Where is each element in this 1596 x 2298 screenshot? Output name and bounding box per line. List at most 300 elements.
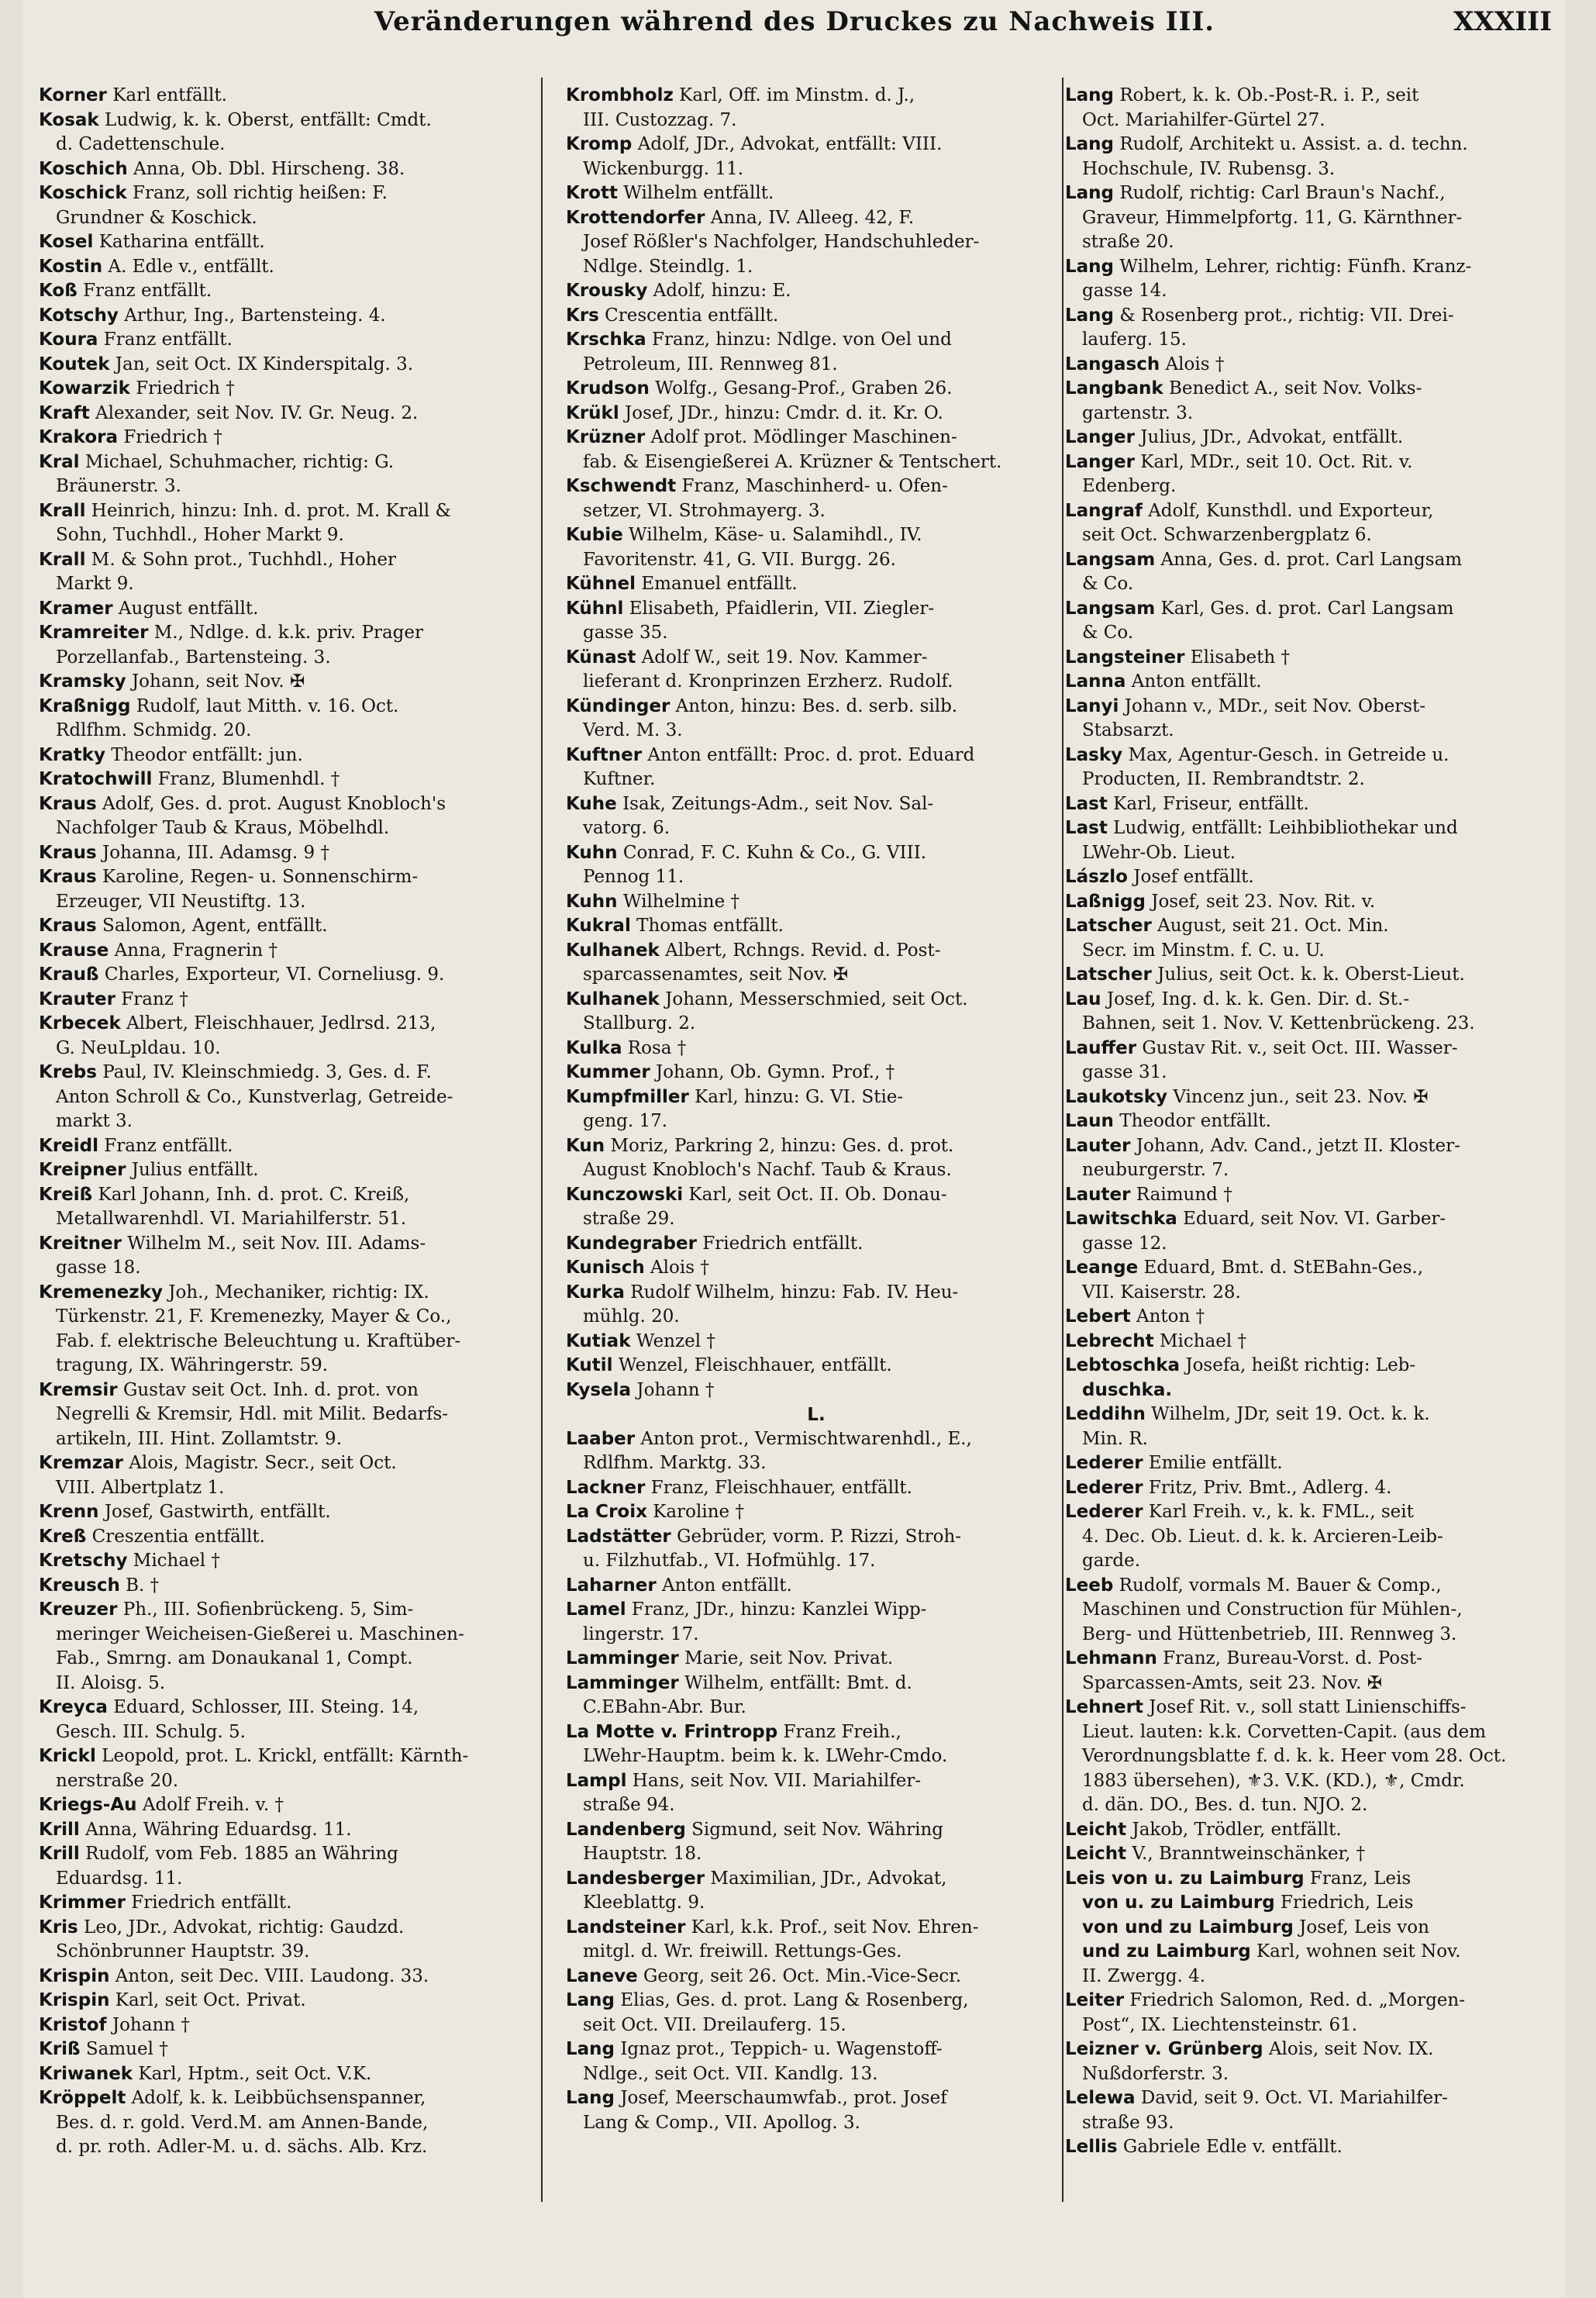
entry-text: seit Oct. VII. Dreilauferg. 15. [583,2014,846,2035]
entry-surname: Kröppelt [39,2088,126,2108]
entry-text: u. Filzhutfab., VI. Hofmühlg. 17. [583,1551,876,1571]
entry-surname: Leange [1065,1258,1139,1278]
entry-text: Thomas entfällt. [630,916,784,936]
directory-entry [1065,695,1550,719]
entry-surname: Koutek [39,354,110,374]
entry-text: straße 93. [1082,2112,1174,2133]
entry-text: Heinrich, hinzu: Inh. d. prot. M. Krall & [85,500,451,521]
entry-text: mitgl. d. Wr. freiwill. Rettungs-Ges. [583,1941,902,1962]
entry-surname: Lauter [1065,1135,1131,1156]
entry-surname: duschka. [1082,1379,1173,1400]
directory-entry [566,426,1067,450]
entry-continuation [1065,1598,1550,1623]
entry-continuation [566,1623,1067,1648]
entry-text: Bräunerstr. 3. [56,476,181,496]
directory-entry [566,474,1067,499]
entry-text: Porzellanfab., Bartensteing. 3. [56,647,331,668]
entry-text: Vincenz jun., seit 23. Nov. ✠ [1167,1086,1429,1107]
entry-continuation [566,157,1067,182]
entry-surname: Kromp [566,134,633,154]
entry-surname: Langraf [1065,500,1143,521]
entry-continuation [39,816,547,841]
entry-text: Karl entfällt. [106,85,227,105]
directory-entry [39,450,547,475]
entry-surname: Lederer [1065,1477,1143,1498]
entry-surname: Lauffer [1065,1037,1137,1058]
entry-text: Katharina entfällt. [93,232,265,252]
entry-surname: Laukotsky [1065,1086,1168,1107]
entry-continuation [1065,1232,1550,1257]
entry-text: d. pr. roth. Adler-M. u. d. sächs. Alb. Krz. [56,2137,428,2157]
entry-surname: Krschka [566,330,646,350]
entry-text: Anton prot., Vermischtwarenhdl., E., [635,1428,972,1449]
entry-surname: Krüzner [566,427,646,447]
entry-continuation [1065,474,1550,499]
entry-surname: Leicht [1065,1819,1127,1840]
entry-text: Wilhelm entfällt. [617,183,774,203]
directory-entry [1065,1305,1550,1330]
entry-continuation [39,1769,547,1794]
entry-continuation [566,1305,1067,1330]
entry-text: Fab. f. elektrische Beleuchtung u. Kraftüber- [56,1330,461,1351]
entry-text: Wilhelm, JDr, seit 19. Oct. k. k. [1145,1404,1430,1424]
entry-continuation [1065,2111,1550,2136]
entry-surname: Krauter [39,989,115,1009]
entry-text: Karl Johann, Inh. d. prot. C. Kreiß, [92,1184,410,1205]
entry-text: nerstraße 20. [56,1770,179,1791]
directory-entry [39,841,547,866]
entry-text: Rudolf Wilhelm, hinzu: Fab. IV. Heu- [624,1282,959,1303]
directory-entry [1065,1207,1550,1232]
directory-entry [566,1330,1067,1354]
entry-surname: L. [807,1405,826,1425]
directory-entry [39,230,547,255]
entry-continuation [39,474,547,499]
entry-text: Adolf W., seit 19. Nov. Kammer- [636,647,928,668]
entry-text: Eduard, Schlosser, III. Steing. 14, [107,1697,419,1717]
entry-text: Rudolf, vom Feb. 1885 an Währing [79,1844,398,1864]
entry-surname: Langer [1065,451,1135,472]
directory-entry [39,792,547,817]
entry-surname: Laneve [566,1965,638,1986]
entry-continuation [1065,1672,1550,1696]
entry-surname: Laaber [566,1428,636,1449]
entry-continuation [39,1085,547,1110]
entry-text: Nachfolger Taub & Kraus, Möbelhdl. [56,818,390,838]
entry-surname: Krottendorfer [566,207,705,228]
entry-text: Emanuel entfällt. [636,574,798,594]
entry-text: Conrad, F. C. Kuhn & Co., G. VIII. [617,842,927,863]
entry-text: A. Edle v., entfällt. [102,256,274,277]
entry-text: Anna, Fragnerin † [109,940,278,961]
entry-continuation [566,963,1067,988]
entry-continuation [1065,1281,1550,1306]
directory-entry [1065,744,1550,768]
entry-text: VII. Kaiserstr. 28. [1082,1282,1241,1303]
entry-text: Creszentia entfällt. [86,1526,265,1547]
entry-surname: Koß [39,281,78,301]
entry-text: Anton entfällt. [1125,671,1262,692]
directory-entry [566,1672,1067,1696]
directory-entry [39,2062,547,2087]
entry-surname: Lederer [1065,1453,1143,1473]
entry-continuation [566,1109,1067,1134]
entry-text: Wenzel, Fleischhauer, entfällt. [612,1355,892,1375]
entry-text: geng. 17. [583,1111,668,1131]
entry-text: Jakob, Trödler, entfällt. [1126,1819,1342,1840]
entry-surname: Leiter [1065,1990,1125,2010]
directory-entry [566,84,1067,109]
entry-text: Johann, Ob. Gymn. Prof., † [650,1062,895,1082]
entry-continuation [1065,1012,1550,1037]
entry-continuation [39,2135,547,2160]
entry-text: straße 20. [1082,232,1174,252]
directory-entry [39,1134,547,1159]
directory-entry [1065,1451,1550,1476]
entry-text: Maximilian, JDr., Advokat, [705,1868,947,1889]
entry-surname: Krombholz [566,85,674,105]
entry-text: Karoline, Regen- u. Sonnenschirm- [96,867,419,887]
entry-continuation [1065,1891,1550,1916]
directory-entry [1065,181,1550,206]
directory-entry [1065,1330,1550,1354]
column-1 [39,84,547,2278]
page-number: XXXIII [1453,6,1552,37]
entry-text: V., Branntweinschänker, † [1126,1844,1366,1864]
entry-surname: Langsam [1065,598,1156,619]
entry-text: Adolf, k. k. Leibbüchsenspanner, [126,2088,426,2108]
entry-continuation [39,1037,547,1061]
directory-entry [39,181,547,206]
entry-text: Post“, IX. Liechtensteinstr. 61. [1082,2014,1358,2035]
entry-text: II. Zwergg. 4. [1082,1965,1206,1986]
directory-entry [1065,1818,1550,1843]
entry-text: & Rosenberg prot., richtig: VII. Drei- [1114,305,1454,326]
entry-text: Alois, seit Nov. IX. [1263,2039,1434,2059]
entry-surname: Kramsky [39,671,126,692]
entry-surname: Lasky [1065,744,1123,765]
entry-surname: Krudson [566,378,650,399]
entry-continuation [566,548,1067,573]
entry-continuation [1065,1940,1550,1965]
entry-continuation [39,1256,547,1281]
directory-entry [566,1281,1067,1306]
document-page [23,0,1566,2298]
entry-surname: Krbecek [39,1013,121,1033]
entry-continuation [1065,1427,1550,1452]
entry-text: Friedrich Salomon, Red. d. „Morgen- [1124,1990,1465,2010]
entry-text: setzer, VI. Strohmayerg. 3. [583,500,826,521]
entry-text: Alois, Magistr. Secr., seit Oct. [122,1453,397,1473]
entry-text: Friedrich entfällt. [696,1233,863,1254]
entry-surname: Lellis [1065,2137,1118,2157]
directory-entry [1065,865,1550,890]
entry-text: Anton entfällt: Proc. d. prot. Eduard [642,744,975,765]
directory-entry [39,670,547,695]
directory-entry [566,1525,1067,1550]
entry-surname: Laßnigg [1065,891,1146,912]
entry-surname: Kutiak [566,1330,631,1351]
entry-text: Franz, Fleischhauer, entfällt. [645,1477,912,1498]
entry-continuation [39,1354,547,1378]
entry-surname: Last [1065,793,1108,814]
entry-text: Sigmund, seit Nov. Währing [685,1819,944,1840]
directory-entry [1065,84,1550,109]
entry-continuation [1065,1378,1550,1403]
entry-text: Robert, k. k. Ob.-Post-R. i. P., seit [1114,85,1419,105]
entry-surname: Laun [1065,1111,1114,1131]
entry-continuation [566,255,1067,280]
entry-surname: Kreipner [39,1160,126,1180]
directory-entry [566,646,1067,671]
entry-text: Anton, seit Dec. VIII. Laudong. 33. [109,1965,429,1986]
entry-text: Edenberg. [1082,476,1177,496]
directory-entry [566,841,1067,866]
entry-text: Pennog 11. [583,867,684,887]
entry-text: Anton Schroll & Co., Kunstverlag, Getreide- [56,1086,453,1107]
entry-surname: Lau [1065,989,1101,1009]
entry-surname: Kriegs-Au [39,1795,137,1815]
entry-surname: Lebert [1065,1306,1131,1327]
entry-text: Josef, JDr., hinzu: Cmdr. d. it. Kr. O. [619,402,943,423]
entry-continuation [1065,157,1550,182]
entry-surname: Kreuzer [39,1599,118,1620]
directory-entry [1065,304,1550,329]
entry-surname: Kraus [39,793,97,814]
entry-text: Anton entfällt. [656,1575,792,1596]
entry-text: Lieut. lauten: k.k. Corvetten-Capit. (aus dem [1082,1721,1487,1742]
directory-entry [566,1061,1067,1085]
directory-entry [39,1989,547,2013]
entry-continuation [1065,1623,1550,1648]
directory-entry [39,499,547,524]
entry-text: d. dän. DO., Bes. d. tun. NJO. 2. [1082,1795,1368,1815]
entry-surname: Krickl [39,1746,96,1766]
entry-text: VIII. Albertplatz 1. [56,1477,225,1498]
entry-surname: Koschick [39,183,127,203]
directory-entry [1065,890,1550,915]
entry-surname: Lamel [566,1599,626,1620]
page-title: Veränderungen während des Druckes zu Nachweis III. [374,6,1215,37]
directory-entry [1065,377,1550,402]
entry-surname: Lampl [566,1770,627,1791]
entry-surname: Krause [39,940,109,961]
entry-surname: Kristof [39,2014,107,2035]
entry-surname: Kühnl [566,598,624,619]
entry-text: Anna, Währing Eduardsg. 11. [79,1819,352,1840]
entry-text: Adolf, hinzu: E. [647,281,791,301]
entry-surname: Krousky [566,281,648,301]
entry-continuation [39,1623,547,1648]
entry-text: Verd. M. 3. [583,720,683,740]
entry-surname: Lang [1065,85,1115,105]
entry-text: Joh., Mechaniker, richtig: IX. [162,1282,429,1303]
entry-surname: Kriß [39,2039,81,2059]
directory-entry [39,2013,547,2038]
entry-surname: Krenn [39,1502,99,1522]
entry-continuation [1065,719,1550,744]
entry-text: Rudolf, laut Mitth. v. 16. Oct. [130,695,399,716]
entry-text: Schönbrunner Hauptstr. 39. [56,1941,310,1962]
entry-continuation [566,2062,1067,2087]
entry-text: B. † [119,1575,160,1596]
entry-text: Elisabeth, Pfaidlerin, VII. Ziegler- [623,598,935,619]
entry-text: Ludwig, entfällt: Leihbibliothekar und [1107,818,1458,838]
entry-continuation [39,1940,547,1965]
entry-continuation [566,230,1067,255]
entry-surname: Kraft [39,402,90,423]
entry-surname: Landenberg [566,1819,686,1840]
directory-entry [1065,670,1550,695]
directory-entry [1065,548,1550,573]
directory-entry [39,768,547,792]
entry-surname: Krauß [39,964,99,985]
entry-text: Eduard, Bmt. d. StEBahn-Ges., [1138,1258,1424,1278]
entry-text: tragung, IX. Währingerstr. 59. [56,1355,329,1375]
entry-text: Karl, seit Oct. Privat. [109,1990,306,2010]
entry-text: Franz † [115,989,188,1009]
directory-entry [566,988,1067,1013]
directory-entry [39,1598,547,1623]
directory-entry [566,1598,1067,1623]
entry-surname: Lebrecht [1065,1330,1154,1351]
directory-entry [1065,1696,1550,1720]
entry-surname: Kutil [566,1355,613,1375]
entry-surname: Lang [1065,305,1115,326]
entry-text: Anna, Ges. d. prot. Carl Langsam [1155,549,1463,570]
entry-surname: und zu Laimburg [1082,1941,1251,1962]
entry-continuation [39,1720,547,1745]
entry-text: gasse 14. [1082,281,1167,301]
entry-continuation [1065,2013,1550,2038]
entry-surname: Kratky [39,744,105,765]
entry-text: M. & Sohn prot., Tuchhdl., Hoher [85,549,397,570]
entry-text: gasse 12. [1082,1233,1167,1254]
entry-text: Hochschule, IV. Rubensg. 3. [1082,158,1336,179]
entry-text: Ignaz prot., Teppich- u. Wagenstoff- [615,2039,943,2059]
entry-text: II. Aloisg. 5. [56,1672,166,1693]
entry-surname: Lawitschka [1065,1209,1177,1229]
directory-entry [39,695,547,719]
entry-continuation [1065,1720,1550,1745]
entry-surname: Koschich [39,158,128,179]
entry-text: Eduardsg. 11. [56,1868,183,1889]
entry-surname: Last [1065,818,1108,838]
directory-entry [566,523,1067,548]
entry-text: Ludwig, k. k. Oberst, entfällt: Cmdt. [98,109,432,130]
entry-text: Sparcassen-Amts, seit 23. Nov. ✠ [1082,1672,1383,1693]
directory-entry [566,2086,1067,2111]
directory-entry [566,133,1067,157]
directory-entry [1065,1500,1550,1525]
entry-text: Kleeblattg. 9. [583,1893,705,1913]
entry-continuation [566,1451,1067,1476]
entry-text: Alexander, seit Nov. IV. Gr. Neug. 2. [89,402,419,423]
entry-surname: Krispin [39,1990,110,2010]
entry-continuation [1065,1744,1550,1769]
entry-surname: Kosak [39,109,99,130]
directory-entry [39,109,547,133]
entry-text: Lang & Comp., VII. Apollog. 3. [583,2112,860,2133]
entry-text: straße 94. [583,1795,675,1815]
directory-entry [39,402,547,426]
entry-surname: Kraßnigg [39,695,131,716]
directory-entry [39,157,547,182]
entry-text: seit Oct. Schwarzenbergplatz 6. [1082,525,1372,545]
entry-continuation [39,1207,547,1232]
entry-text: Josef Rößler's Nachfolger, Handschuhleder- [583,232,980,252]
entry-text: garde. [1082,1551,1141,1571]
entry-text: Julius, JDr., Advokat, entfällt. [1134,427,1404,447]
directory-entry [39,939,547,964]
entry-surname: Lang [566,1990,615,2010]
entry-surname: Kraus [39,867,97,887]
directory-entry [1065,1183,1550,1208]
entry-text: Gustav Rit. v., seit Oct. III. Wasser- [1136,1037,1458,1058]
entry-continuation [39,1330,547,1354]
entry-text: Michael † [1153,1330,1247,1351]
entry-text: Eduard, seit Nov. VI. Garber- [1177,1209,1446,1229]
entry-text: Wenzel † [630,1330,715,1351]
entry-text: Josef, Gastwirth, entfällt. [98,1502,331,1522]
entry-text: & Co. [1082,623,1134,643]
directory-entry [39,2037,547,2062]
entry-text: Johann, Messerschmied, seit Oct. [659,989,968,1009]
entry-text: August Knobloch's Nachf. Taub & Kraus. [583,1160,952,1180]
entry-text: Arthur, Ing., Bartensteing. 4. [118,305,386,326]
entry-continuation [566,1793,1067,1818]
entry-surname: Kratochwill [39,769,153,789]
entry-continuation [1065,1916,1550,1941]
entry-text: Metallwarenhdl. VI. Mariahilferstr. 51. [56,1209,407,1229]
entry-text: Jan, seit Oct. IX Kinderspitalg. 3. [109,354,414,374]
directory-entry [39,914,547,939]
entry-surname: Lamminger [566,1672,679,1693]
entry-text: Türkenstr. 21, F. Kremenezky, Mayer & Co., [56,1306,452,1327]
entry-text: Gesch. III. Schulg. 5. [56,1721,246,1742]
entry-text: Max, Agentur-Gesch. in Getreide u. [1122,744,1449,765]
entry-text: Nußdorferstr. 3. [1082,2063,1229,2084]
entry-continuation [39,1647,547,1672]
entry-continuation [1065,1158,1550,1183]
entry-surname: Langsam [1065,549,1156,570]
directory-entry [39,1916,547,1941]
entry-text: Min. R. [1082,1428,1148,1449]
entry-surname: Lederer [1065,1502,1143,1522]
entry-continuation [1065,572,1550,597]
entry-text: mühlg. 20. [583,1306,680,1327]
directory-entry [1065,1574,1550,1599]
entry-text: Wilhelm, entfällt: Bmt. d. [678,1672,912,1693]
directory-entry [1065,988,1550,1013]
directory-entry [566,279,1067,304]
directory-entry [566,914,1067,939]
directory-entry [39,84,547,109]
entry-text: lingerstr. 17. [583,1623,699,1644]
entry-surname: Kral [39,451,80,472]
directory-entry [39,1012,547,1037]
entry-text: gasse 18. [56,1258,141,1278]
entry-surname: Latscher [1065,916,1152,936]
entry-text: Friedrich † [118,427,222,447]
entry-text: Rdlfhm. Schmidg. 20. [56,720,252,740]
entry-surname: Kraus [39,916,97,936]
entry-text: Anton † [1130,1306,1205,1327]
entry-text: Alois † [644,1258,709,1278]
directory-entry [39,1281,547,1306]
entry-text: Stabsarzt. [1082,720,1174,740]
entry-surname: Koura [39,330,98,350]
